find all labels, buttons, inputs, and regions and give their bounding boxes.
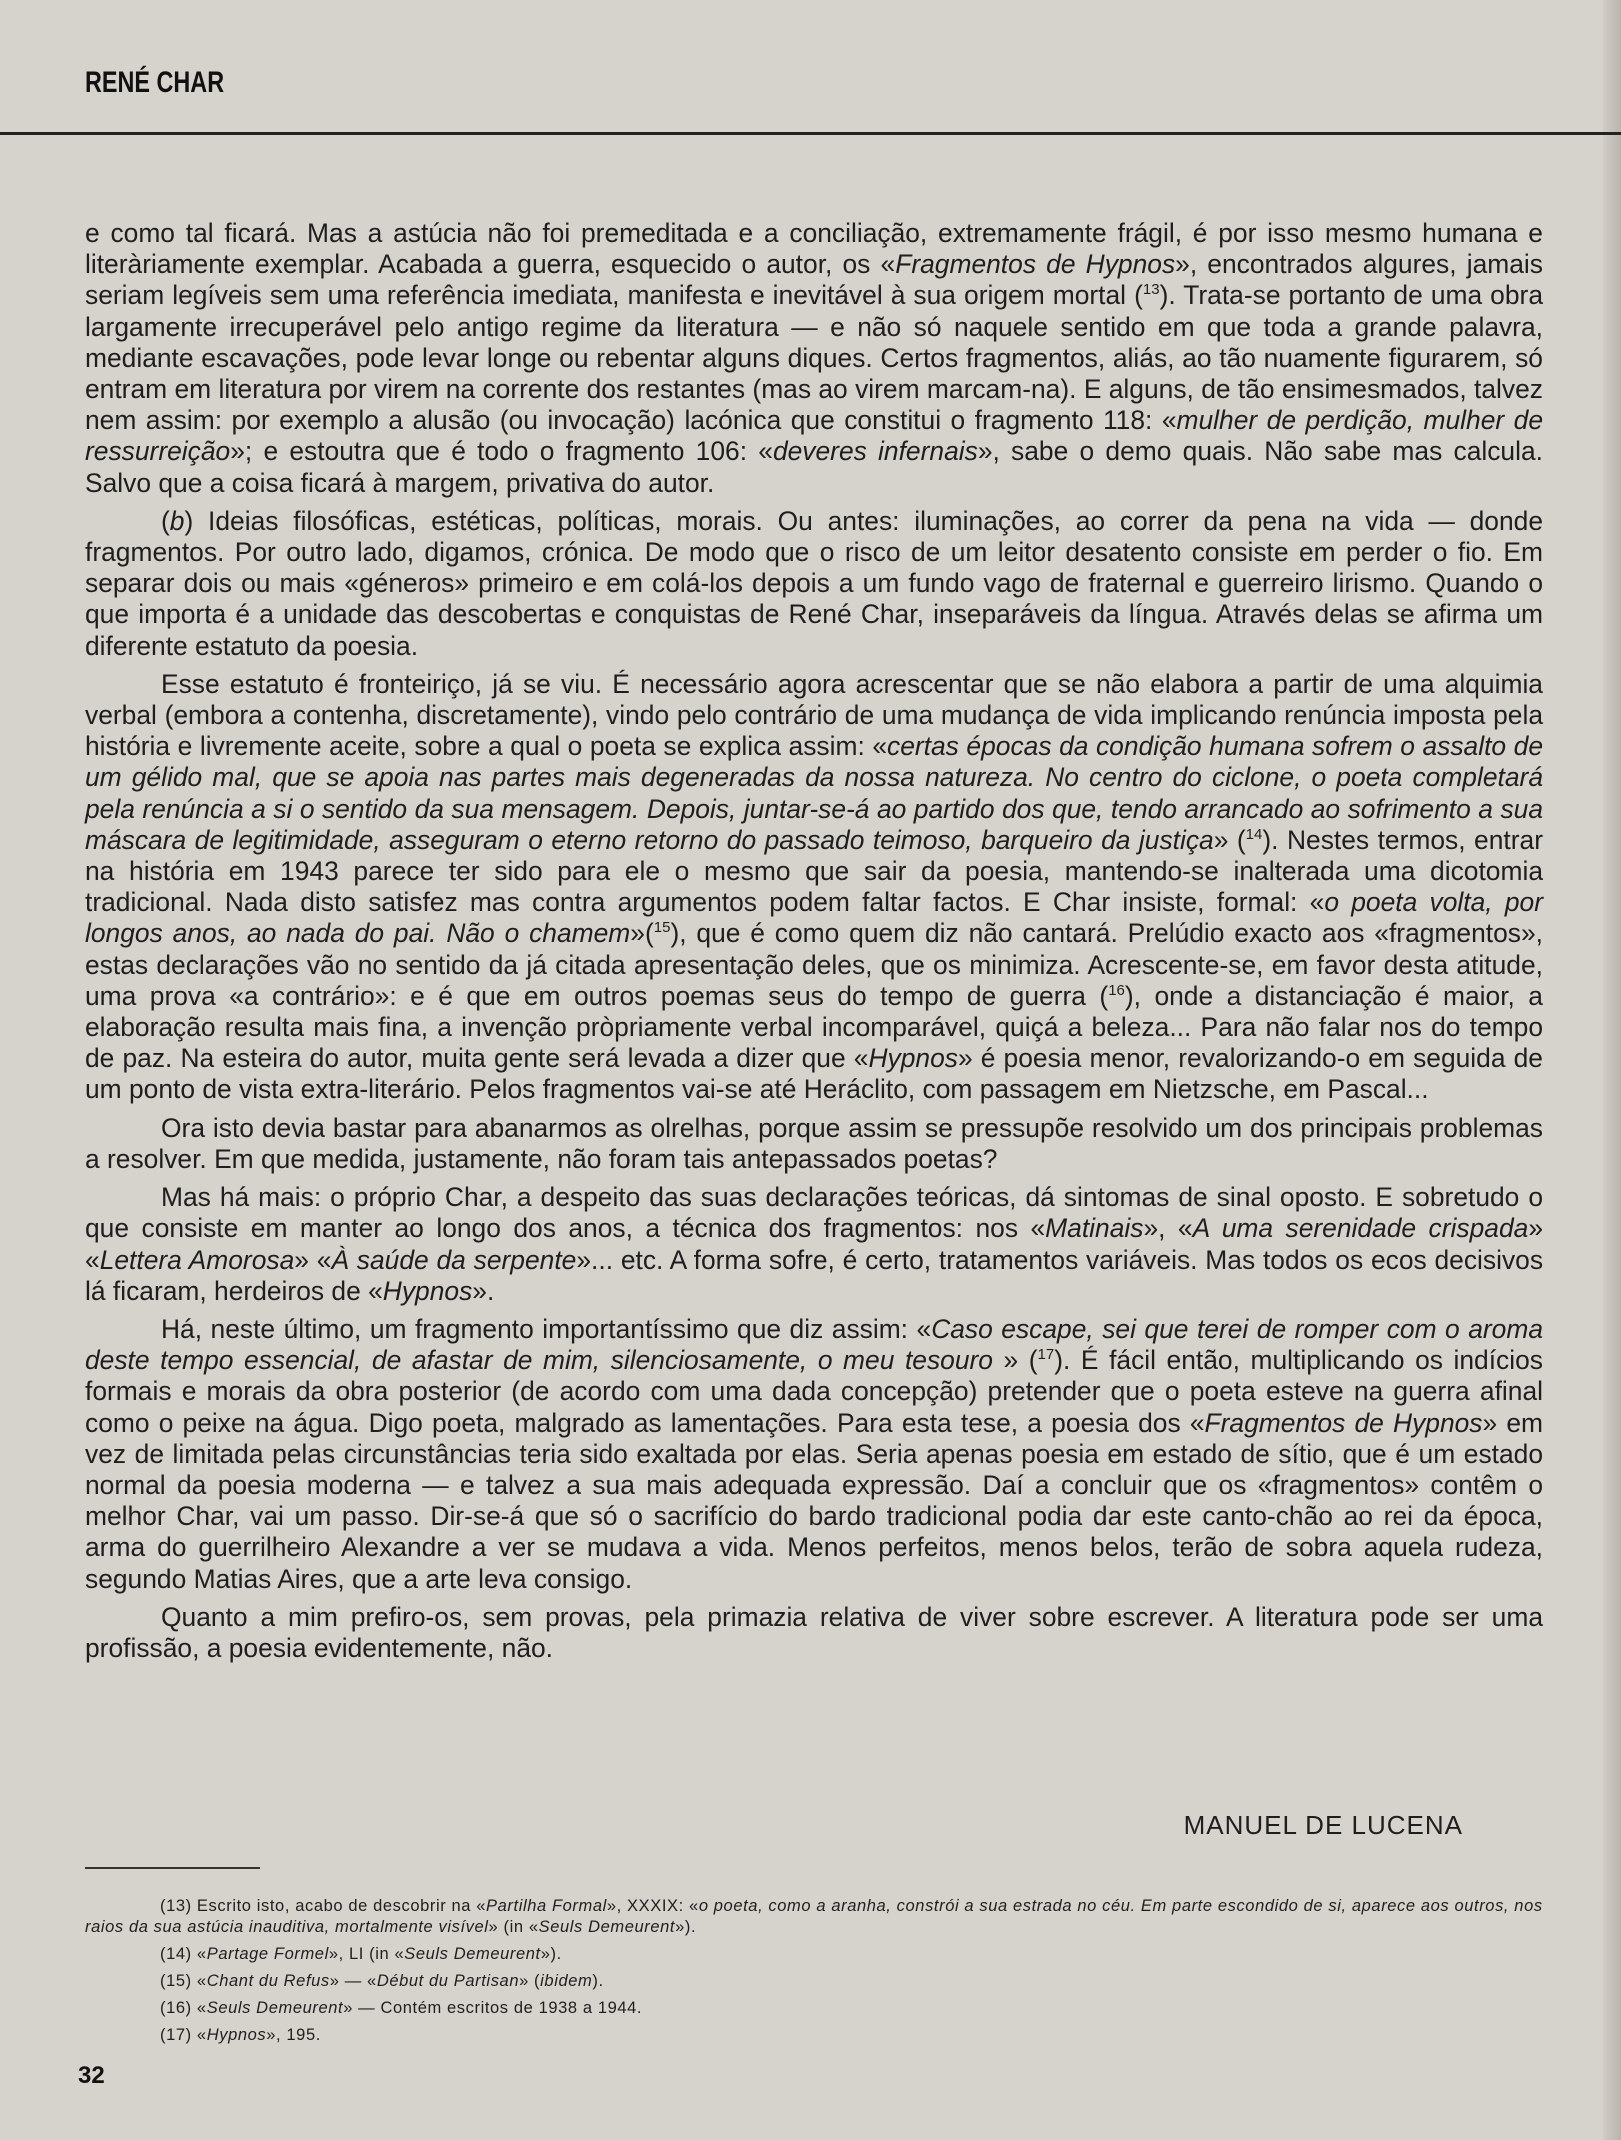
footnote-ref-14: 14 bbox=[1245, 825, 1263, 843]
page-edge-shadow bbox=[1603, 0, 1621, 2140]
footnote-ref-16: 16 bbox=[1108, 981, 1125, 999]
paragraph-1: e como tal ficará. Mas a astúcia não foi premeditada e a conciliação, extremamente frágil, é por isso mesmo humana e literàriamente exemplar. Acabada a guerra, esquecido o autor, os «Fragmentos de Hypnos», encontrados algures, jamais seriam legíveis sem uma referência imediata, manifesta e inevitável à sua origem mortal ($^{13}$). Trata-se portanto de uma obra largamente irrecuperável pelo antigo regime da literatura — e não só naquele sentido em que toda a grande palavra, mediante escavações, pode levar longe ou rebentar alguns diques. Certos fragmentos, aliás, ao tão nuamente figurarem, só entram em literatura por virem na corrente dos restantes (mas ao virem marcam-na). E alguns, de tão ensimesmados, talvez nem assim: por exemplo a alusão (ou invocação) lacónica que constitui o fragmento 118: «mulher de perdição, mulher de ressurreição»; e estoutra que é todo o fragmento 106: «deveres infernais», sabe o demo quais. Não sabe mas calcula. Salvo que a coisa ficará à margem, privativa do autor. bbox=[85, 218, 1544, 498]
paragraph-6: Há, neste último, um fragmento importantíssimo que diz assim: «Caso escape, sei que terei de romper com o aroma deste tempo essencial, de afastar de mim, silenciosamente, o meu tesouro » ($^{17}$). É fácil então, multiplicando os indícios formais e morais da obra posterior (de acordo com uma dada concepção) pretender que o poeta esteve na guerra afinal como o peixe na água. Digo poeta, malgrado as lamentações. Para esta tese, a poesia dos «Fragmentos de Hypnos» em vez de limitada pelas circunstâncias teria sido exaltada por elas. Seria apenas poesia em estado de sítio, que é um estado normal da poesia moderna — e talvez a sua mais adequada expressão. Daí a concluir que os «fragmentos» contêm o melhor Char, vai um passo. Dir-se-á que só o sacrifício do bardo tradicional podia dar este canto-chão ao rei da época, arma do guerrilheiro Alexandre a ver se mudava a vida. Menos perfeitos, menos belos, terão de sobra aquela rudeza, segundo Matias Aires, que a arte leva consigo. bbox=[85, 1313, 1544, 1594]
paragraph-7: Quanto a mim prefiro-os, sem provas, pela primazia relativa de viver sobre escrever. A literatura pode ser uma profissão, a poesia evidentemente, não. bbox=[85, 1601, 1543, 1663]
footnotes bbox=[85, 1896, 1545, 2052]
paragraph-5: Mas há mais: o próprio Char, a despeito das suas declarações teóricas, dá sintomas de sinal oposto. E sobretudo o que consiste em manter ao longo dos anos, a técnica dos fragmentos: nos «Matinais», «A uma serenidade crispada» «Lettera Amorosa» «À saúde da serpente»... etc. A forma sofre, é certo, tratamentos variáveis. Mas todos os ecos decisivos lá ficaram, herdeiros de «Hypnos». bbox=[85, 1182, 1544, 1306]
page-number: 32 bbox=[78, 2062, 105, 2089]
footnote-13: (13) Escrito isto, acabo de descobrir na «Partilha Formal», XXXIX: «o poeta, como a aranha, constrói a sua estrada no céu. Em parte escondido de si, aparece aos outros, nos raios da sua astúcia inauditiva, mortalmente visível» (in «Seuls Demeurent»). bbox=[85, 1897, 1543, 1936]
footnote-17: (17) «Hypnos», 195. bbox=[160, 2026, 321, 2044]
footnote-15: (15) «Chant du Refus» — «Début du Partisan» (ibidem). bbox=[160, 1972, 604, 1990]
running-head: RENÉ CHAR bbox=[85, 66, 225, 99]
footnote-16: (16) «Seuls Demeurent» — Contém escritos de 1938 a 1944. bbox=[160, 1999, 643, 2017]
footnote-14: (14) «Partage Formel», LI (in «Seuls Demeurent»). bbox=[160, 1945, 562, 1963]
article-body bbox=[85, 218, 1543, 1671]
footnotes-rule bbox=[85, 1867, 260, 1869]
footnote-ref-13: 13 bbox=[1142, 281, 1160, 299]
footnote-ref-15: 15 bbox=[653, 919, 671, 937]
header-rule bbox=[0, 132, 1621, 135]
paragraph-4: Ora isto devia bastar para abanarmos as olrelhas, porque assim se pressupõe resolvido um dos principais problemas a resolver. Em que medida, justamente, não foram tais antepassados poetas? bbox=[85, 1112, 1543, 1174]
paragraph-3: Esse estatuto é fronteiriço, já se viu. É necessário agora acrescentar que se não elabora a partir de uma alquimia verbal (embora a contenha, discretamente), vindo pelo contrário de uma mudança de vida implicando renúncia imposta pela história e livremente aceite, sobre a qual o poeta se explica assim: «certas épocas da condição humana sofrem o assalto de um gélido mal, que se apoia nas partes mais degeneradas da nossa natureza. No centro do ciclone, o poeta completará pela renúncia a si o sentido da sua mensagem. Depois, juntar-se-á ao partido dos que, tendo arrancado ao sofrimento a sua máscara de legitimidade, asseguram o eterno retorno do passado teimoso, barqueiro da justiça» ($^{14}$). Nestes termos, entrar na história em 1943 parece ter sido para ele o mesmo que sair da poesia, mantendo-se inalterada uma dicotomia tradicional. Nada disto satisfez mas contra argumentos podem faltar factos. E Char insiste, formal: «o poeta volta, por longos anos, ao nada do pai. Não o chamem»($^{15}$), que é como quem diz não cantará. Prelúdio exacto aos «fragmentos», estas declarações vão no sentido da já citada apresentação deles, que os minimiza. Acrescente-se, em favor desta atitude, uma prova «a contrário»: e é que em outros poemas seus do tempo de guerra ($^{16}$), onde a distanciação é maior, a elaboração resulta mais fina, a invenção pròpriamente verbal incomparável, quiçá a beleza... Para não falar nos do tempo de paz. Na esteira do autor, muita gente será levada a dizer que «Hypnos» é poesia menor, revalorizando-o em seguida de um ponto de vista extra-literário. Pelos fragmentos vai-se até Heráclito, com passagem em Nietzsche, em Pascal... bbox=[85, 668, 1543, 1105]
author-signature: MANUEL DE LUCENA bbox=[1183, 1810, 1463, 1840]
footnote-ref-17: 17 bbox=[1037, 1346, 1055, 1364]
paragraph-2: (b) Ideias filosóficas, estéticas, políticas, morais. Ou antes: iluminações, ao correr da pena na vida — donde fragmentos. Por outro lado, digamos, crónica. De modo que o risco de um leitor desatento consiste em perder o fio. Em separar dois ou mais «géneros» primeiro e em colá-los depois a um fundo vago de fraternal e guerreiro lirismo. Quando o que importa é a unidade das descobertas e conquistas de René Char, inseparáveis da língua. Através delas se afirma um diferente estatuto da poesia. bbox=[85, 505, 1543, 661]
